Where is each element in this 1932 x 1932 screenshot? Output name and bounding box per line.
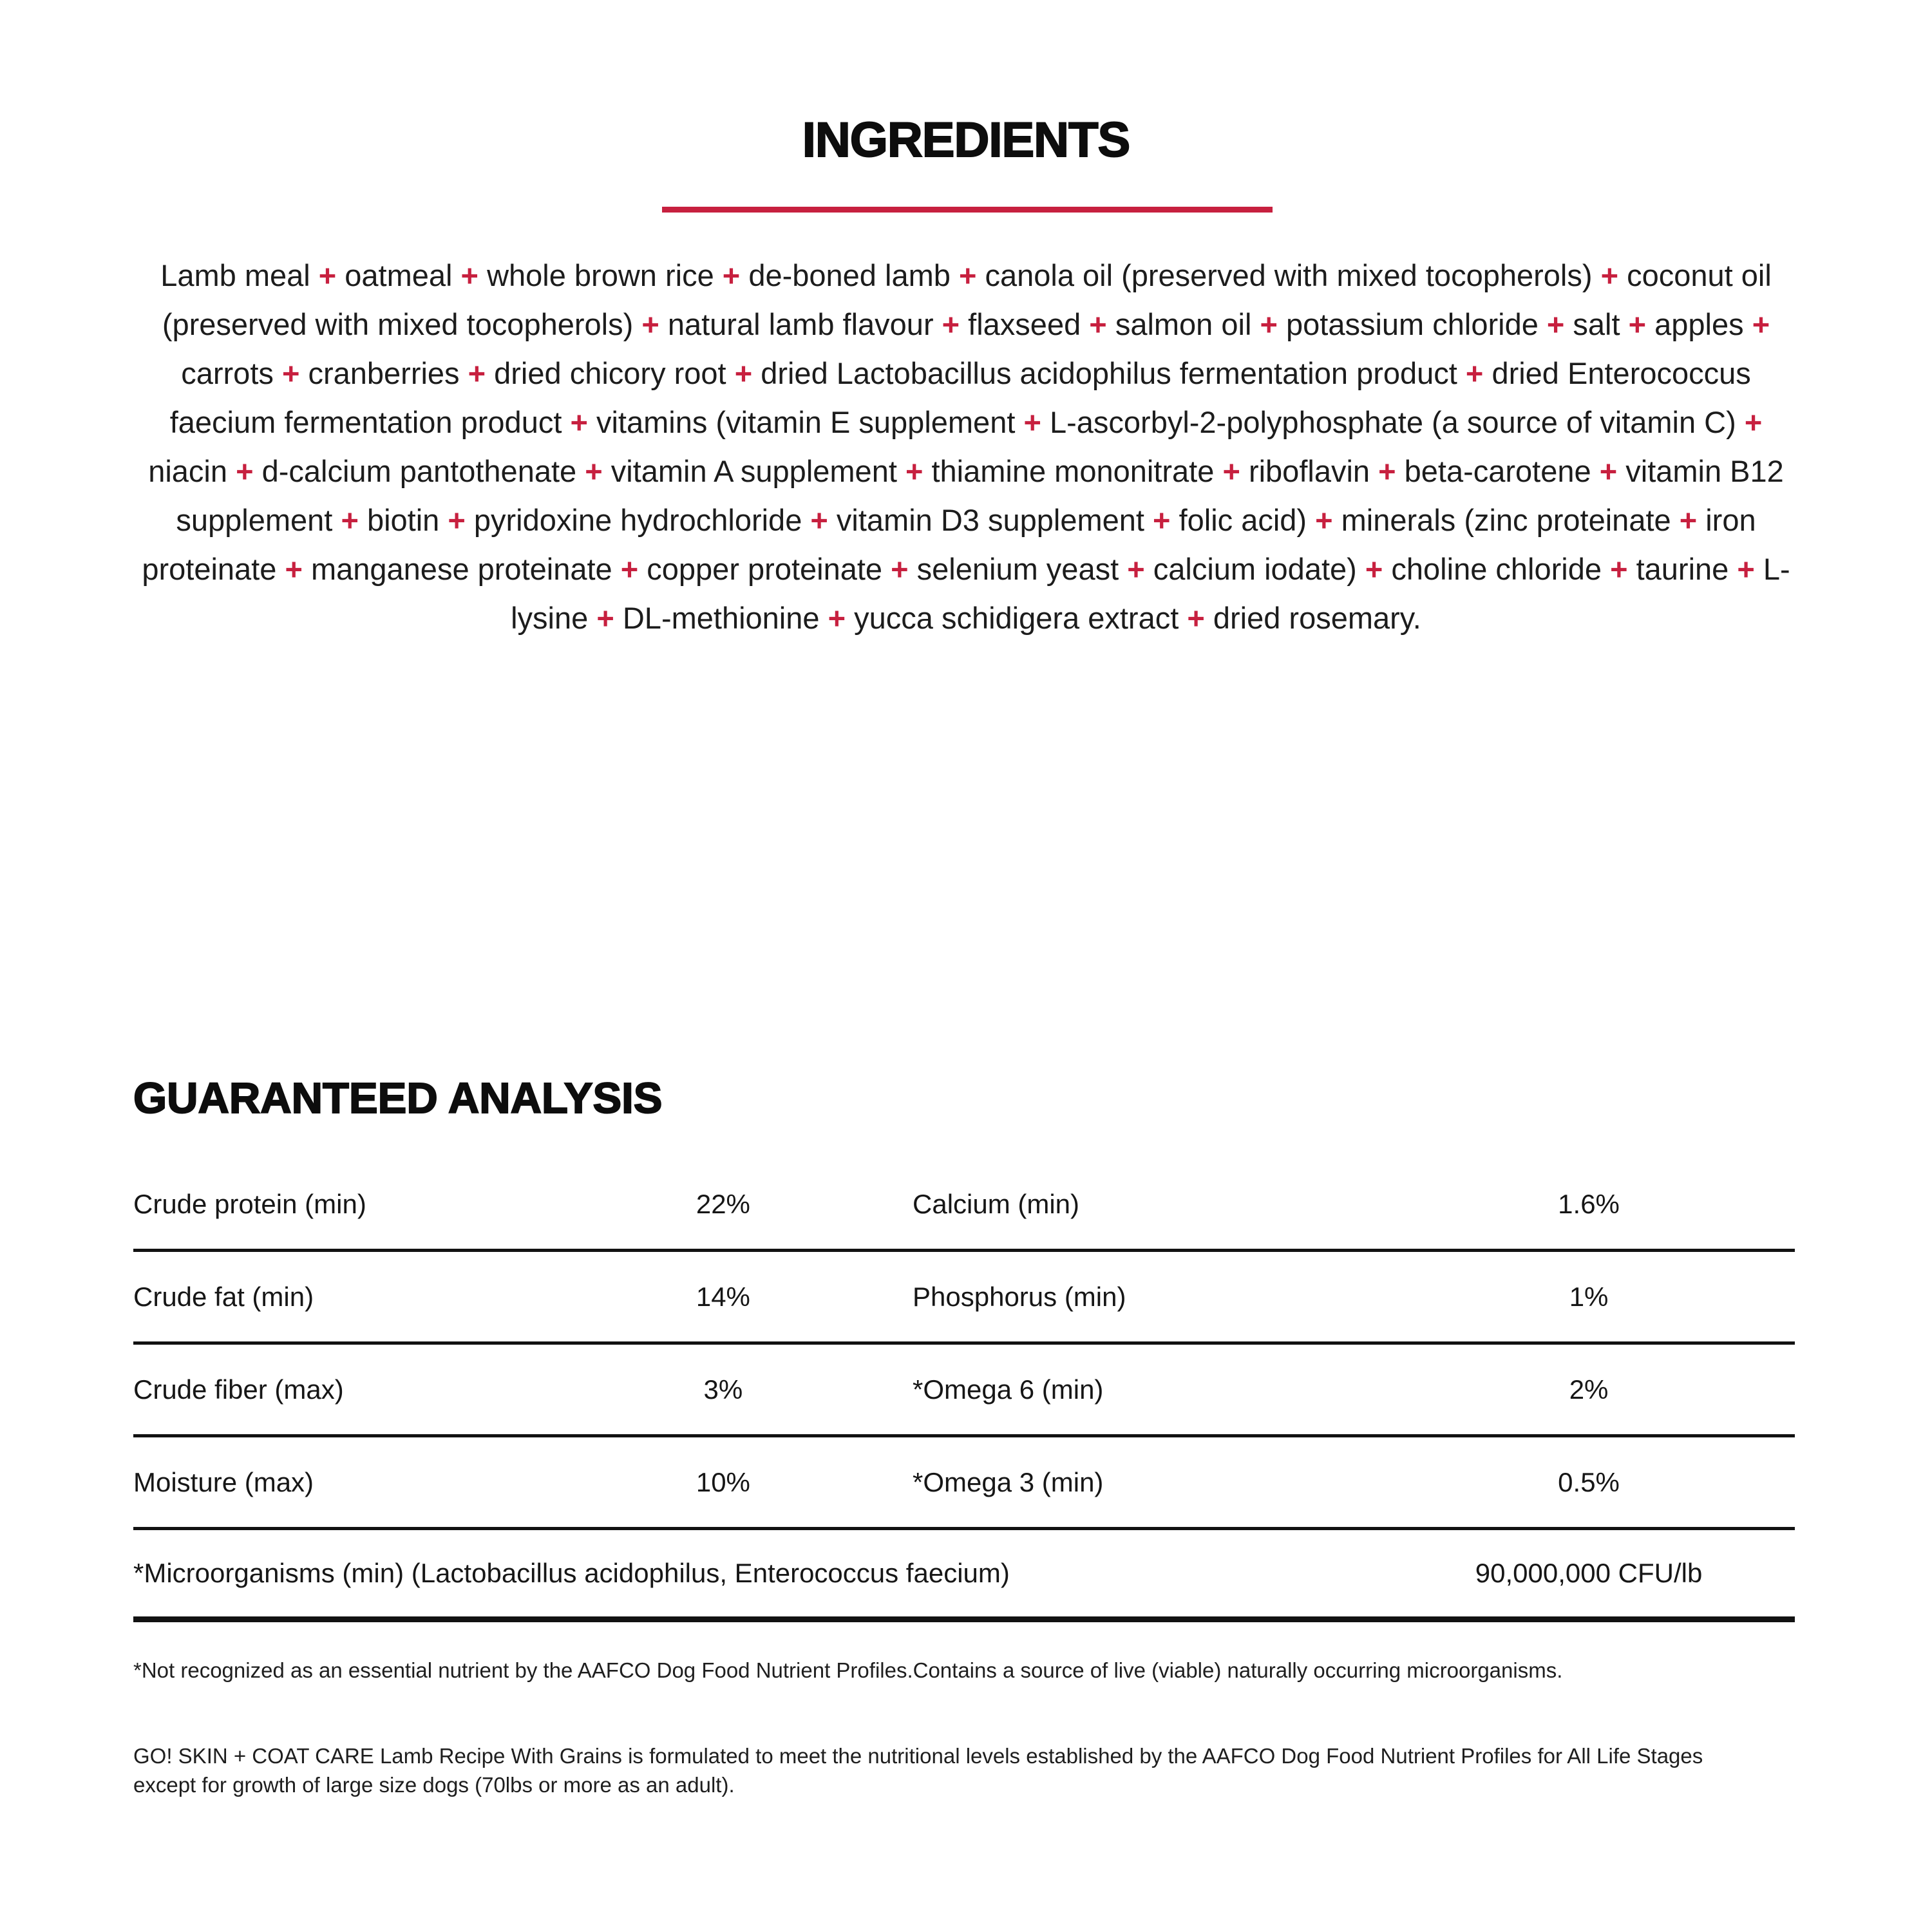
plus-separator: + (1153, 503, 1171, 537)
ingredient-item: iron proteinate (142, 503, 1756, 586)
ingredient-item: carrots (181, 356, 274, 390)
plus-separator: + (585, 454, 603, 488)
ingredient-item: calcium iodate) (1153, 552, 1357, 586)
ingredient-item: copper proteinate (647, 552, 883, 586)
table-row (133, 1437, 1795, 1530)
ingredient-item: beta-carotene (1404, 454, 1591, 488)
plus-separator: + (448, 503, 466, 537)
ingredient-item: riboflavin (1248, 454, 1370, 488)
ingredient-item: dried Enterococcus faecium fermentation product (169, 356, 1751, 439)
plus-separator: + (468, 356, 486, 390)
ingredient-item: salt (1573, 307, 1620, 341)
ingredient-item: salmon oil (1115, 307, 1252, 341)
ingredient-item: apples (1654, 307, 1744, 341)
ingredient-item: minerals (zinc proteinate (1341, 503, 1671, 537)
analysis-label: *Omega 3 (min) (913, 1466, 1104, 1497)
ingredient-item: natural lamb flavour (667, 307, 934, 341)
ingredient-item: de-boned lamb (748, 258, 951, 292)
formulation-statement: GO! SKIN + COAT CARE Lamb Recipe With Grains is formulated to meet the nutritional levels established by the AAFCO Dog Food Nutrient Profiles for All Life Stages except for growth of large size dogs (70lbs or more as an adult). (133, 1744, 1703, 1797)
ingredient-item: d-calcium pantothenate (261, 454, 577, 488)
plus-separator: + (1023, 405, 1041, 439)
plus-separator: + (1599, 454, 1618, 488)
plus-separator: + (942, 307, 960, 341)
ingredient-item: dried Lactobacillus acidophilus fermentation product (761, 356, 1457, 390)
plus-separator: + (285, 552, 303, 586)
plus-separator: + (828, 601, 846, 635)
ingredient-item: pyridoxine hydrochloride (473, 503, 802, 537)
plus-separator: + (1127, 552, 1145, 586)
ingredient-item: vitamin A supplement (611, 454, 897, 488)
plus-separator: + (1610, 552, 1628, 586)
analysis-value: 10% (696, 1466, 750, 1497)
plus-separator: + (722, 258, 741, 292)
plus-separator: + (1600, 258, 1619, 292)
plus-separator: + (1365, 552, 1383, 586)
plus-separator: + (958, 258, 977, 292)
plus-separator: + (596, 601, 614, 635)
title-underline-rule (662, 207, 1273, 213)
plus-separator: + (620, 552, 639, 586)
plus-separator: + (1222, 454, 1240, 488)
plus-separator: + (1315, 503, 1333, 537)
plus-separator: + (570, 405, 588, 439)
analysis-value: 90,000,000 CFU/lb (1475, 1558, 1703, 1588)
plus-separator: + (905, 454, 923, 488)
ingredient-item: thiamine mononitrate (931, 454, 1215, 488)
analysis-value: 1% (1569, 1281, 1609, 1312)
analysis-label: Crude fat (min) (133, 1281, 314, 1312)
ingredient-item: vitamin D3 supplement (836, 503, 1144, 537)
plus-separator: + (460, 258, 478, 292)
ingredient-item: yucca schidigera extract (854, 601, 1179, 635)
analysis-value: 2% (1569, 1374, 1609, 1405)
ingredient-item: canola oil (preserved with mixed tocopherols) (985, 258, 1593, 292)
ingredient-item: DL-methionine (622, 601, 820, 635)
analysis-value: 1.6% (1558, 1188, 1620, 1219)
plus-separator: + (1378, 454, 1396, 488)
ingredient-item: manganese proteinate (310, 552, 612, 586)
table-row-microorganisms (133, 1530, 1795, 1622)
ingredients-text (135, 251, 1797, 643)
analysis-value: 22% (696, 1188, 750, 1219)
ingredient-item: whole brown rice (487, 258, 714, 292)
analysis-label: Moisture (max) (133, 1466, 314, 1497)
ingredient-item: dried chicory root (494, 356, 726, 390)
plus-separator: + (810, 503, 828, 537)
plus-separator: + (236, 454, 254, 488)
analysis-label: *Microorganisms (min) (Lactobacillus acidophilus, Enterococcus faecium) (133, 1558, 1010, 1588)
plus-separator: + (1465, 356, 1484, 390)
table-row (133, 1252, 1795, 1345)
ingredient-item: flaxseed (968, 307, 1081, 341)
plus-separator: + (1546, 307, 1565, 341)
ingredient-item: cranberries (308, 356, 460, 390)
ingredient-item: dried rosemary. (1213, 601, 1421, 635)
ingredient-item: coconut oil (preserved with mixed tocopherols) (162, 258, 1772, 341)
ingredient-item: vitamins (vitamin E supplement (596, 405, 1016, 439)
plus-separator: + (1752, 307, 1770, 341)
analysis-value: 0.5% (1558, 1466, 1620, 1497)
ingredient-item: choline chloride (1391, 552, 1602, 586)
aafco-footnote: *Not recognized as an essential nutrient by the AAFCO Dog Food Nutrient Profiles.Contains a source of live (viable) naturally occurring microorganisms. (133, 1658, 1563, 1682)
plus-separator: + (318, 258, 337, 292)
table-row (133, 1159, 1795, 1252)
ingredient-item: folic acid) (1179, 503, 1307, 537)
ingredient-item: biotin (366, 503, 440, 537)
guaranteed-analysis-heading: GUARANTEED ANALYSIS (133, 1074, 663, 1122)
analysis-label: Calcium (min) (913, 1188, 1080, 1219)
analysis-value: 3% (703, 1374, 743, 1405)
ingredients-title: INGREDIENTS (802, 113, 1130, 167)
plus-separator: + (341, 503, 359, 537)
ingredient-item: vitamin B12 supplement (176, 454, 1784, 537)
analysis-value: 14% (696, 1281, 750, 1312)
analysis-label: *Omega 6 (min) (913, 1374, 1104, 1405)
plus-separator: + (1744, 405, 1763, 439)
analysis-label: Phosphorus (min) (913, 1281, 1126, 1312)
ingredient-item: potassium chloride (1285, 307, 1539, 341)
ingredient-item: oatmeal (345, 258, 453, 292)
plus-separator: + (1260, 307, 1278, 341)
ingredient-item: L-lysine (511, 552, 1790, 635)
plus-separator: + (281, 356, 300, 390)
plus-separator: + (1187, 601, 1205, 635)
plus-separator: + (1679, 503, 1698, 537)
ingredient-item: Lamb meal (160, 258, 310, 292)
analysis-label: Crude fiber (max) (133, 1374, 344, 1405)
ingredient-item: taurine (1636, 552, 1729, 586)
plus-separator: + (1089, 307, 1107, 341)
plus-separator: + (1628, 307, 1647, 341)
guaranteed-analysis-table (133, 1159, 1795, 1622)
ingredient-item: L-ascorbyl-2-polyphosphate (a source of vitamin C) (1049, 405, 1736, 439)
table-row (133, 1345, 1795, 1437)
ingredient-item: selenium yeast (916, 552, 1119, 586)
plus-separator: + (891, 552, 909, 586)
plus-separator: + (734, 356, 753, 390)
ingredient-item: niacin (148, 454, 227, 488)
plus-separator: + (641, 307, 659, 341)
analysis-label: Crude protein (min) (133, 1188, 366, 1219)
plus-separator: + (1737, 552, 1755, 586)
